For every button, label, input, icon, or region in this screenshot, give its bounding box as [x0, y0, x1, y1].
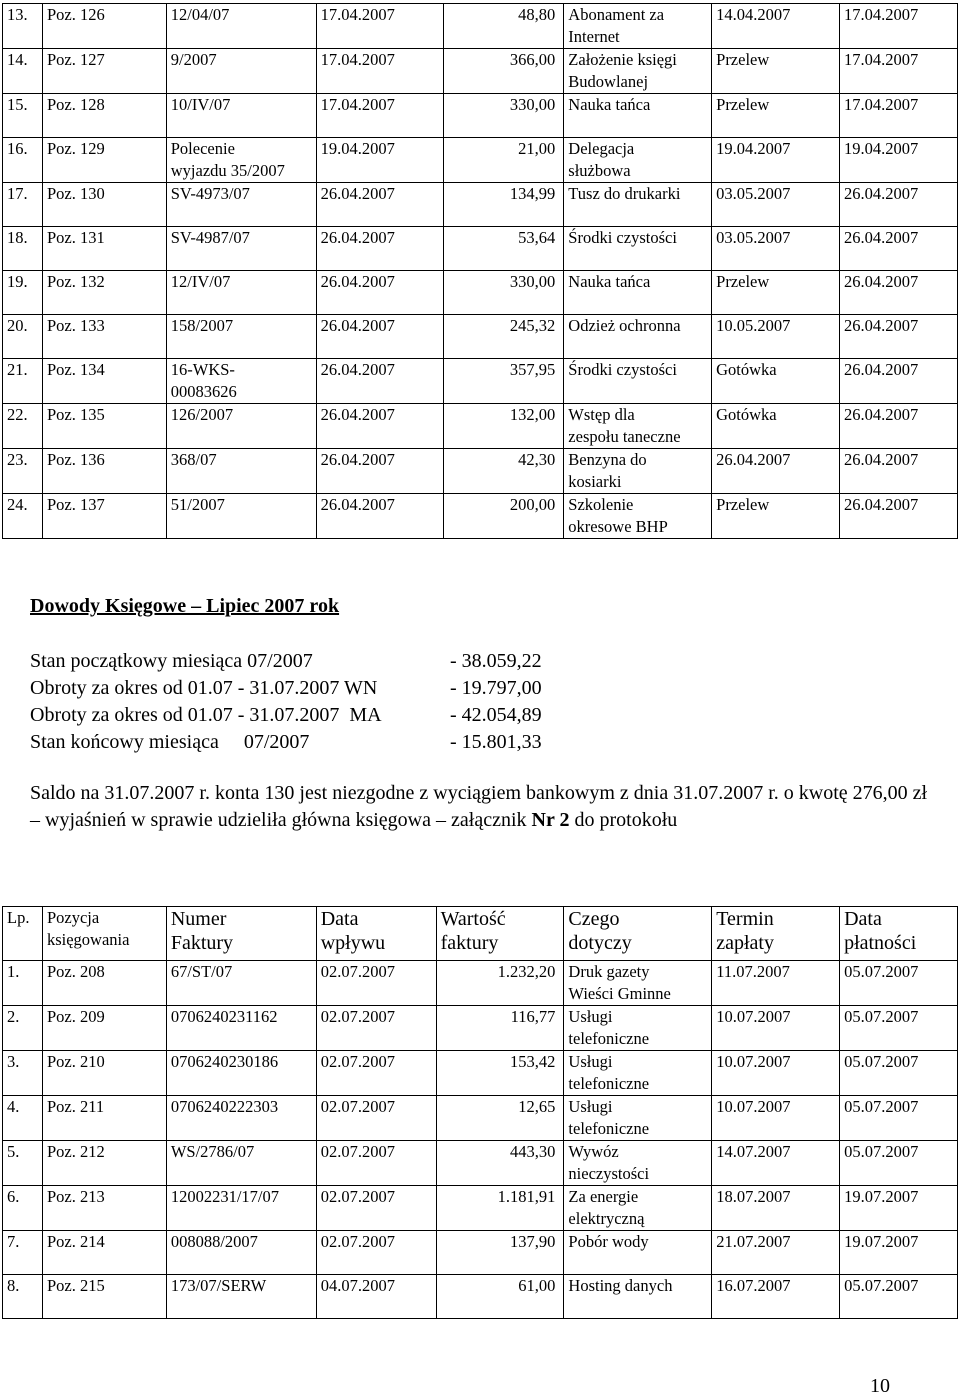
table-cell: 5.: [3, 1141, 43, 1186]
table-cell: Poz. 136: [42, 449, 166, 494]
table-cell: 24.: [3, 494, 43, 539]
table-cell: Usługi telefoniczne: [564, 1096, 712, 1141]
table-row: [3, 961, 958, 1006]
table-cell: 15.: [3, 94, 43, 138]
table-cell: Poz. 210: [42, 1051, 166, 1096]
table-cell: 14.: [3, 49, 43, 94]
table-cell: 0706240222303: [166, 1096, 316, 1141]
table-cell: Przelew: [712, 494, 840, 539]
table-cell: Poz. 137: [42, 494, 166, 539]
table-cell: 05.07.2007: [840, 961, 958, 1006]
table-cell: 10/IV/07: [166, 94, 316, 138]
table-cell: Przelew: [712, 49, 840, 94]
table-cell: 2.: [3, 1006, 43, 1051]
table-cell: Środki czystości: [564, 227, 712, 271]
summary-row: [30, 729, 542, 756]
table-cell: 02.07.2007: [316, 961, 436, 1006]
table-cell: 05.07.2007: [840, 1006, 958, 1051]
column-header: Czego dotyczy: [564, 907, 712, 961]
table-cell: 368/07: [166, 449, 316, 494]
table-cell: Hosting danych: [564, 1275, 712, 1319]
table-row: [3, 1231, 958, 1275]
table-cell: 05.07.2007: [840, 1275, 958, 1319]
table-row: [3, 1186, 958, 1231]
table-row: [3, 227, 958, 271]
table-cell: 17.04.2007: [316, 4, 444, 49]
table-cell: 26.04.2007: [840, 315, 958, 359]
column-header: Termin zapłaty: [712, 907, 840, 961]
table-cell: 48,80: [444, 4, 564, 49]
table-row: [3, 49, 958, 94]
table-cell: 05.07.2007: [840, 1096, 958, 1141]
invoice-table-april: [2, 3, 958, 539]
table-cell: Usługi telefoniczne: [564, 1006, 712, 1051]
table-row: [3, 271, 958, 315]
table-cell: 26.04.2007: [840, 404, 958, 449]
table-cell: 10.07.2007: [712, 1006, 840, 1051]
table-header-row: [3, 907, 958, 961]
summary-label: Obroty za okres od 01.07 - 31.07.2007 WN: [30, 677, 378, 699]
summary-value: - 19.797,00: [450, 677, 542, 699]
table-row: [3, 449, 958, 494]
table-cell: 6.: [3, 1186, 43, 1231]
table-cell: Nauka tańca: [564, 271, 712, 315]
table-row: [3, 183, 958, 227]
table-cell: 20.: [3, 315, 43, 359]
table-cell: 10.07.2007: [712, 1051, 840, 1096]
table-cell: 12,65: [436, 1096, 564, 1141]
table-cell: 26.04.2007: [840, 227, 958, 271]
table-cell: 26.04.2007: [316, 494, 444, 539]
table-cell: 21.07.2007: [712, 1231, 840, 1275]
balance-summary: [30, 648, 542, 756]
table-cell: 02.07.2007: [316, 1051, 436, 1096]
table-cell: 8.: [3, 1275, 43, 1319]
table-cell: 19.: [3, 271, 43, 315]
table-cell: 02.07.2007: [316, 1141, 436, 1186]
column-header: Lp.: [3, 907, 43, 961]
section-heading: Dowody Księgowe – Lipiec 2007 rok: [30, 595, 340, 617]
table-cell: Przelew: [712, 271, 840, 315]
table-cell: 03.05.2007: [712, 183, 840, 227]
invoice-table-july: [2, 906, 958, 1319]
summary-value: - 15.801,33: [450, 731, 542, 753]
table-cell: Poz. 133: [42, 315, 166, 359]
table-cell: 21.: [3, 359, 43, 404]
table-cell: 443,30: [436, 1141, 564, 1186]
table-cell: 008088/2007: [166, 1231, 316, 1275]
table-cell: 53,64: [444, 227, 564, 271]
table-cell: 7.: [3, 1231, 43, 1275]
table-cell: 51/2007: [166, 494, 316, 539]
table-cell: 9/2007: [166, 49, 316, 94]
table-cell: Usługi telefoniczne: [564, 1051, 712, 1096]
table-cell: 26.04.2007: [316, 449, 444, 494]
table-cell: 21,00: [444, 138, 564, 183]
table-row: [3, 94, 958, 138]
table-cell: Abonament za Internet: [564, 4, 712, 49]
table-cell: Poz. 212: [42, 1141, 166, 1186]
table-cell: 13.: [3, 4, 43, 49]
table-cell: 14.07.2007: [712, 1141, 840, 1186]
balance-note: Saldo na 31.07.2007 r. konta 130 jest niezgodne z wyciągiem bankowym z dnia 31.07.2007 r. o kwotę 276,00 zł – wyjaśnień w sprawie udzieliła główna księgowa – załącznik Nr 2 do protokołu: [30, 782, 928, 831]
table-cell: 17.04.2007: [840, 49, 958, 94]
table-cell: Poz. 126: [42, 4, 166, 49]
table-cell: 153,42: [436, 1051, 564, 1096]
table-cell: 05.07.2007: [840, 1051, 958, 1096]
table-cell: 366,00: [444, 49, 564, 94]
table-cell: Polecenie wyjazdu 35/2007: [166, 138, 316, 183]
table-row: [3, 1051, 958, 1096]
table-cell: 357,95: [444, 359, 564, 404]
table-cell: 19.04.2007: [316, 138, 444, 183]
table-row: [3, 1096, 958, 1141]
summary-row: [30, 675, 542, 702]
table-cell: 02.07.2007: [316, 1006, 436, 1051]
table-cell: 26.04.2007: [712, 449, 840, 494]
table-cell: 3.: [3, 1051, 43, 1096]
table-cell: 02.07.2007: [316, 1231, 436, 1275]
table-cell: 26.04.2007: [840, 494, 958, 539]
table-cell: Odzież ochronna: [564, 315, 712, 359]
table-cell: 18.07.2007: [712, 1186, 840, 1231]
table-cell: Benzyna do kosiarki: [564, 449, 712, 494]
table-row: [3, 315, 958, 359]
table-cell: Środki czystości: [564, 359, 712, 404]
table-cell: 26.04.2007: [316, 183, 444, 227]
table-cell: 17.04.2007: [840, 4, 958, 49]
summary-row: [30, 702, 542, 729]
table-cell: 26.04.2007: [316, 359, 444, 404]
table-cell: 16.07.2007: [712, 1275, 840, 1319]
table-cell: Poz. 215: [42, 1275, 166, 1319]
column-header: Wartość faktury: [436, 907, 564, 961]
table-cell: Poz. 208: [42, 961, 166, 1006]
table-cell: Poz. 135: [42, 404, 166, 449]
table-cell: 14.04.2007: [712, 4, 840, 49]
table-cell: 26.04.2007: [840, 449, 958, 494]
table-row: [3, 359, 958, 404]
table-cell: 26.04.2007: [316, 315, 444, 359]
table-cell: Wywóz nieczystości: [564, 1141, 712, 1186]
column-header: Numer Faktury: [166, 907, 316, 961]
table-cell: 26.04.2007: [316, 271, 444, 315]
table-row: [3, 138, 958, 183]
table-cell: 134,99: [444, 183, 564, 227]
table-cell: 173/07/SERW: [166, 1275, 316, 1319]
table-cell: 10.05.2007: [712, 315, 840, 359]
table-cell: 158/2007: [166, 315, 316, 359]
summary-value: - 42.054,89: [450, 704, 542, 726]
column-header: Data płatności: [840, 907, 958, 961]
table-cell: 1.181,91: [436, 1186, 564, 1231]
table-cell: 19.07.2007: [840, 1231, 958, 1275]
table-cell: 17.: [3, 183, 43, 227]
table-cell: 11.07.2007: [712, 961, 840, 1006]
table-cell: Poz. 213: [42, 1186, 166, 1231]
table-cell: 330,00: [444, 271, 564, 315]
table-cell: Pobór wody: [564, 1231, 712, 1275]
table-cell: SV-4973/07: [166, 183, 316, 227]
table-cell: 10.07.2007: [712, 1096, 840, 1141]
table-cell: Poz. 132: [42, 271, 166, 315]
table-cell: 18.: [3, 227, 43, 271]
table-cell: 16-WKS- 00083626: [166, 359, 316, 404]
table-cell: Założenie księgi Budowlanej: [564, 49, 712, 94]
table-cell: 19.04.2007: [712, 138, 840, 183]
table-cell: 03.05.2007: [712, 227, 840, 271]
table-cell: Poz. 130: [42, 183, 166, 227]
table-cell: 17.04.2007: [316, 94, 444, 138]
table-cell: Poz. 129: [42, 138, 166, 183]
table-cell: 19.07.2007: [840, 1186, 958, 1231]
table-cell: 12/IV/07: [166, 271, 316, 315]
table-cell: 67/ST/07: [166, 961, 316, 1006]
summary-label: Obroty za okres od 01.07 - 31.07.2007 MA: [30, 704, 382, 726]
table-cell: 137,90: [436, 1231, 564, 1275]
table-cell: 132,00: [444, 404, 564, 449]
table-cell: Poz. 127: [42, 49, 166, 94]
table-cell: 16.: [3, 138, 43, 183]
table-cell: 0706240230186: [166, 1051, 316, 1096]
table-cell: 19.04.2007: [840, 138, 958, 183]
table-cell: 12/04/07: [166, 4, 316, 49]
table-cell: 1.: [3, 961, 43, 1006]
summary-label: Stan początkowy miesiąca 07/2007: [30, 650, 313, 672]
table-row: [3, 494, 958, 539]
table-cell: Gotówka: [712, 359, 840, 404]
table-cell: SV-4987/07: [166, 227, 316, 271]
table-cell: 12002231/17/07: [166, 1186, 316, 1231]
table-cell: 17.04.2007: [840, 94, 958, 138]
table-cell: 23.: [3, 449, 43, 494]
column-header: Data wpływu: [316, 907, 436, 961]
table-cell: 26.04.2007: [316, 404, 444, 449]
summary-value: - 38.059,22: [450, 650, 542, 672]
table-cell: Poz. 214: [42, 1231, 166, 1275]
table-cell: Poz. 131: [42, 227, 166, 271]
table-cell: 4.: [3, 1096, 43, 1141]
table-cell: 61,00: [436, 1275, 564, 1319]
summary-label: Stan końcowy miesiąca 07/2007: [30, 731, 310, 753]
table-cell: 22.: [3, 404, 43, 449]
table-cell: Gotówka: [712, 404, 840, 449]
table-cell: Poz. 134: [42, 359, 166, 404]
table-cell: 200,00: [444, 494, 564, 539]
table-row: [3, 4, 958, 49]
table-row: [3, 1275, 958, 1319]
table-row: [3, 404, 958, 449]
table-cell: 04.07.2007: [316, 1275, 436, 1319]
page-number: 10: [870, 1375, 890, 1397]
table-cell: 02.07.2007: [316, 1186, 436, 1231]
table-cell: 26.04.2007: [316, 227, 444, 271]
table-cell: 0706240231162: [166, 1006, 316, 1051]
table-cell: 126/2007: [166, 404, 316, 449]
table-cell: 26.04.2007: [840, 271, 958, 315]
table-cell: 42,30: [444, 449, 564, 494]
table-cell: Przelew: [712, 94, 840, 138]
table-cell: 26.04.2007: [840, 359, 958, 404]
table-cell: 1.232,20: [436, 961, 564, 1006]
table-cell: Nauka tańca: [564, 94, 712, 138]
table-cell: Poz. 209: [42, 1006, 166, 1051]
table-row: [3, 1141, 958, 1186]
table-cell: Szkolenie okresowe BHP: [564, 494, 712, 539]
table-cell: 245,32: [444, 315, 564, 359]
summary-row: [30, 648, 542, 675]
table-cell: Poz. 128: [42, 94, 166, 138]
table-cell: WS/2786/07: [166, 1141, 316, 1186]
table-cell: 26.04.2007: [840, 183, 958, 227]
table-cell: Delegacja służbowa: [564, 138, 712, 183]
table-cell: Wstęp dla zespołu taneczne: [564, 404, 712, 449]
table-cell: 05.07.2007: [840, 1141, 958, 1186]
table-cell: Druk gazety Wieści Gminne: [564, 961, 712, 1006]
table-row: [3, 1006, 958, 1051]
table-cell: 116,77: [436, 1006, 564, 1051]
table-cell: 17.04.2007: [316, 49, 444, 94]
table-cell: 330,00: [444, 94, 564, 138]
table-cell: 02.07.2007: [316, 1096, 436, 1141]
table-cell: Tusz do drukarki: [564, 183, 712, 227]
table-cell: Za energie elektryczną: [564, 1186, 712, 1231]
table-cell: Poz. 211: [42, 1096, 166, 1141]
column-header: Pozycja księgowania: [42, 907, 166, 961]
